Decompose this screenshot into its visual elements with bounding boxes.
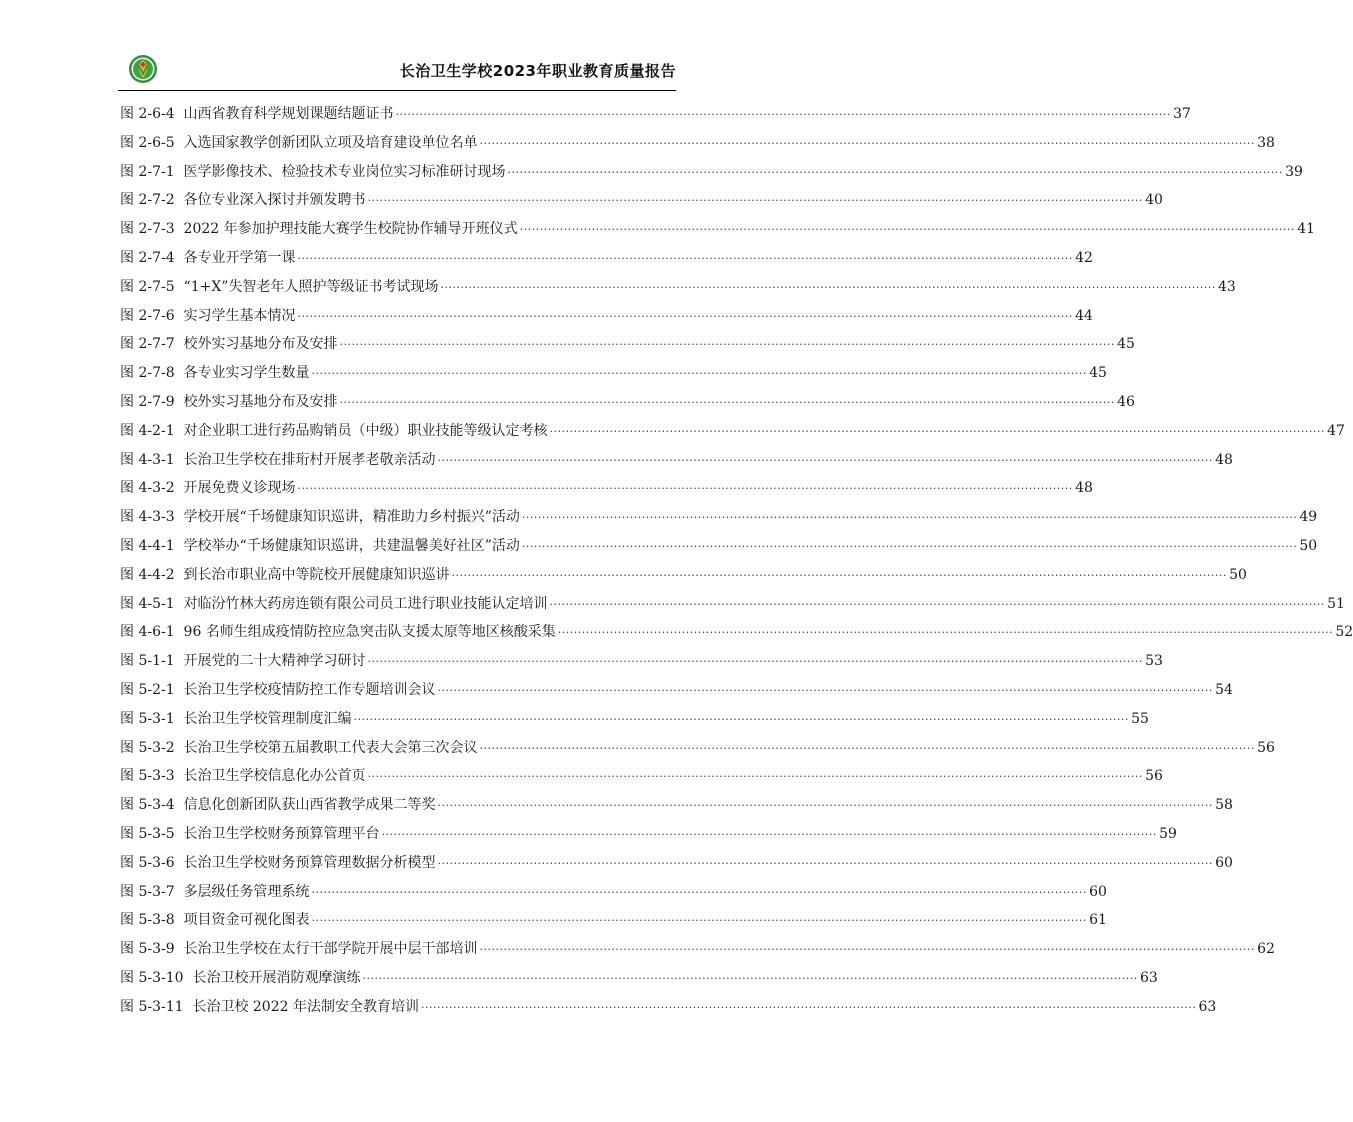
- figure-label: 图 2-7-1: [120, 163, 175, 180]
- label-spacer: [175, 417, 184, 446]
- figure-label: 图 4-5-1: [120, 595, 175, 612]
- page-header: [118, 52, 676, 92]
- dot-leader: [312, 879, 1087, 908]
- figure-label: 图 5-3-11: [120, 998, 184, 1015]
- figure-label: 图 5-3-4: [120, 797, 175, 814]
- figure-title: 学校开展“千场健康知识巡讲，精准助力乡村振兴”活动: [183, 509, 520, 526]
- page-number: 59: [1159, 825, 1177, 842]
- dot-leader: [298, 245, 1073, 274]
- label-spacer: [175, 906, 184, 935]
- label-spacer: [175, 273, 184, 302]
- page-number: 58: [1215, 797, 1233, 814]
- page-number: 63: [1198, 998, 1217, 1015]
- toc-entry[interactable]: [120, 446, 1233, 475]
- school-emblem-icon: [128, 54, 158, 84]
- figure-title: 长治卫生学校财务预算管理平台: [183, 825, 380, 842]
- label-spacer: [175, 503, 184, 532]
- label-spacer: [175, 734, 184, 763]
- toc-entry[interactable]: [120, 964, 1158, 993]
- page-number: 62: [1257, 941, 1275, 958]
- label-spacer: [175, 791, 184, 820]
- page-number: 56: [1257, 739, 1275, 756]
- dot-leader: [438, 850, 1213, 879]
- figure-title: 长治卫生学校在排珩村开展孝老敬亲活动: [183, 451, 436, 468]
- figure-label: 图 4-3-3: [120, 509, 175, 526]
- figure-title: 长治卫生学校管理制度汇编: [183, 710, 352, 727]
- page-number: 43: [1217, 278, 1236, 295]
- figure-title: 多层级任务管理系统: [183, 883, 310, 900]
- page-number: 49: [1299, 509, 1318, 526]
- dot-leader: [368, 763, 1143, 792]
- figure-title: 校外实习基地分布及安排: [183, 336, 338, 353]
- figure-label: 图 4-4-1: [120, 537, 175, 554]
- dot-leader: [298, 303, 1073, 332]
- dot-leader: [480, 130, 1255, 159]
- toc-entry[interactable]: [120, 820, 1177, 849]
- figure-list: [120, 100, 1353, 1022]
- page-number: 48: [1215, 451, 1233, 468]
- label-spacer: [175, 215, 184, 244]
- toc-entry[interactable]: [120, 215, 1315, 244]
- page-number: 61: [1089, 912, 1107, 929]
- dot-leader: [438, 447, 1213, 476]
- toc-entry[interactable]: [120, 359, 1107, 388]
- figure-label: 图 2-7-8: [120, 365, 175, 382]
- label-spacer: [175, 705, 184, 734]
- label-spacer: [175, 388, 184, 417]
- label-spacer: [175, 302, 184, 331]
- dot-leader: [382, 821, 1157, 850]
- page-number: 50: [1299, 537, 1318, 554]
- label-spacer: [175, 474, 184, 503]
- dot-leader: [522, 533, 1297, 562]
- page-number: 46: [1117, 393, 1135, 410]
- label-spacer: [175, 359, 184, 388]
- figure-label: 图 2-7-5: [120, 278, 175, 295]
- toc-entry[interactable]: [120, 647, 1163, 676]
- figure-label: 图 5-2-1: [120, 681, 175, 698]
- figure-title: 开展党的二十大精神学习研讨: [183, 653, 366, 670]
- figure-title: “1+X”失智老年人照护等级证书考试现场: [183, 278, 439, 295]
- figure-label: 图 5-3-1: [120, 710, 175, 727]
- figure-title: 医学影像技术、检验技术专业岗位实习标准研讨现场: [183, 163, 506, 180]
- label-spacer: [175, 878, 184, 907]
- page-number: 48: [1075, 480, 1093, 497]
- label-spacer: [184, 993, 193, 1022]
- label-spacer: [175, 618, 184, 647]
- toc-entry[interactable]: [120, 474, 1093, 503]
- figure-title: 长治卫校 2022 年法制安全教育培训: [192, 998, 419, 1015]
- figure-title: 各专业开学第一课: [183, 249, 296, 266]
- figure-title: 长治卫生学校信息化办公首页: [183, 768, 366, 785]
- page-number: 53: [1145, 653, 1163, 670]
- figure-label: 图 5-1-1: [120, 653, 175, 670]
- page-number: 40: [1145, 192, 1163, 209]
- page-number: 55: [1131, 710, 1149, 727]
- toc-entry[interactable]: [120, 676, 1233, 705]
- page-number: 51: [1327, 595, 1345, 612]
- dot-leader: [354, 706, 1129, 735]
- toc-entry[interactable]: [120, 186, 1163, 215]
- toc-entry[interactable]: [120, 878, 1107, 907]
- label-spacer: [175, 129, 184, 158]
- label-spacer: [175, 158, 184, 187]
- page-number: 39: [1285, 163, 1303, 180]
- toc-entry[interactable]: [120, 762, 1163, 791]
- dot-leader: [368, 648, 1143, 677]
- figure-title: 对企业职工进行药品购销员（中级）职业技能等级认定考核: [183, 422, 548, 439]
- dot-leader: [520, 216, 1295, 245]
- figure-title: 到长治市职业高中等院校开展健康知识巡讲: [183, 566, 450, 583]
- dot-leader: [452, 562, 1227, 591]
- figure-label: 图 5-3-5: [120, 825, 175, 842]
- figure-title: 长治卫生学校在太行干部学院开展中层干部培训: [183, 941, 478, 958]
- toc-entry[interactable]: [120, 734, 1275, 763]
- figure-title: 开展免费义诊现场: [183, 480, 296, 497]
- toc-entry[interactable]: [120, 791, 1233, 820]
- report-title: 长治卫生学校2023年职业教育质量报告: [399, 62, 676, 80]
- figure-title: 长治卫生学校疫情防控工作专题培训会议: [183, 681, 436, 698]
- page-number: 63: [1139, 969, 1158, 986]
- page-number: 38: [1257, 134, 1275, 151]
- label-spacer: [175, 849, 184, 878]
- page-number: 60: [1215, 854, 1233, 871]
- label-spacer: [175, 647, 184, 676]
- toc-entry[interactable]: [120, 129, 1275, 158]
- figure-title: 对临汾竹林大药房连锁有限公司员工进行职业技能认定培训: [183, 595, 548, 612]
- figure-label: 图 4-2-1: [120, 422, 175, 439]
- dot-leader: [438, 677, 1213, 706]
- dot-leader: [368, 187, 1143, 216]
- figure-label: 图 2-7-3: [120, 221, 175, 238]
- header-divider: [118, 90, 676, 91]
- dot-leader: [550, 591, 1325, 620]
- dot-leader: [298, 475, 1073, 504]
- dot-leader: [480, 735, 1255, 764]
- toc-entry[interactable]: [120, 935, 1275, 964]
- toc-entry[interactable]: [120, 417, 1345, 446]
- page-number: 50: [1229, 566, 1247, 583]
- page-number: 37: [1173, 106, 1191, 122]
- label-spacer: [175, 935, 184, 964]
- figure-label: 图 2-7-6: [120, 307, 175, 324]
- figure-label: 图 5-3-3: [120, 768, 175, 785]
- toc-entry[interactable]: [120, 532, 1318, 561]
- figure-title: 学校举办“千场健康知识巡讲，共建温馨美好社区”活动: [183, 537, 520, 554]
- dot-leader: [340, 389, 1115, 418]
- dot-leader: [480, 936, 1255, 965]
- figure-label: 图 2-6-4: [120, 106, 175, 122]
- figure-title: 山西省教育科学规划课题结题证书: [183, 106, 394, 122]
- dot-leader: [340, 331, 1115, 360]
- figure-label: 图 4-6-1: [120, 624, 175, 641]
- dot-leader: [396, 101, 1171, 130]
- figure-label: 图 2-7-9: [120, 393, 175, 410]
- label-spacer: [175, 330, 184, 359]
- dot-leader: [558, 619, 1333, 648]
- page-number: 54: [1215, 681, 1233, 698]
- figure-title: 信息化创新团队获山西省教学成果二等奖: [183, 797, 436, 814]
- figure-title: 项目资金可视化图表: [183, 912, 310, 929]
- label-spacer: [175, 762, 184, 791]
- toc-entry[interactable]: [120, 590, 1345, 619]
- dot-leader: [438, 792, 1213, 821]
- page-number: 60: [1089, 883, 1107, 900]
- figure-title: 入选国家教学创新团队立项及培育建设单位名单: [183, 134, 478, 151]
- label-spacer: [175, 100, 184, 129]
- label-spacer: [175, 532, 184, 561]
- toc-entry[interactable]: [120, 993, 1217, 1022]
- toc-entry[interactable]: [120, 302, 1093, 331]
- dot-leader: [508, 159, 1283, 188]
- figure-title: 校外实习基地分布及安排: [183, 393, 338, 410]
- page-number: 56: [1145, 768, 1163, 785]
- figure-label: 图 2-7-4: [120, 249, 175, 266]
- toc-entry[interactable]: [120, 100, 1191, 129]
- figure-label: 图 2-7-7: [120, 336, 175, 353]
- figure-label: 图 5-3-2: [120, 739, 175, 756]
- page-number: 44: [1075, 307, 1093, 324]
- label-spacer: [175, 590, 184, 619]
- dot-leader: [550, 418, 1325, 447]
- label-spacer: [175, 186, 184, 215]
- toc-entry[interactable]: [120, 503, 1318, 532]
- toc-entry[interactable]: [120, 906, 1107, 935]
- figure-label: 图 5-3-6: [120, 854, 175, 871]
- toc-entry[interactable]: [120, 330, 1135, 359]
- figure-title: 实习学生基本情况: [183, 307, 296, 324]
- toc-entry[interactable]: [120, 849, 1233, 878]
- toc-entry[interactable]: [120, 618, 1353, 647]
- toc-entry[interactable]: [120, 705, 1149, 734]
- figure-title: 长治卫生学校财务预算管理数据分析模型: [183, 854, 436, 871]
- figure-label: 图 5-3-7: [120, 883, 175, 900]
- dot-leader: [362, 965, 1137, 994]
- figure-title: 长治卫校开展消防观摩演练: [192, 969, 361, 986]
- page-number: 41: [1297, 221, 1315, 238]
- page-number: 42: [1075, 249, 1093, 266]
- label-spacer: [184, 964, 193, 993]
- label-spacer: [175, 244, 184, 273]
- toc-entry[interactable]: [120, 273, 1236, 302]
- figure-label: 图 4-3-2: [120, 480, 175, 497]
- page-number: 45: [1089, 365, 1107, 382]
- figure-label: 图 4-3-1: [120, 451, 175, 468]
- figure-label: 图 4-4-2: [120, 566, 175, 583]
- figure-title: 长治卫生学校第五届教职工代表大会第三次会议: [183, 739, 478, 756]
- page-number: 47: [1327, 422, 1345, 439]
- figure-label: 图 5-3-10: [120, 969, 184, 986]
- toc-entry[interactable]: [120, 158, 1303, 187]
- toc-entry[interactable]: [120, 561, 1247, 590]
- label-spacer: [175, 676, 184, 705]
- dot-leader: [522, 504, 1297, 533]
- toc-entry[interactable]: [120, 244, 1093, 273]
- label-spacer: [175, 561, 184, 590]
- figure-title: 各专业实习学生数量: [183, 365, 310, 382]
- dot-leader: [421, 994, 1196, 1023]
- figure-label: 图 5-3-9: [120, 941, 175, 958]
- figure-title: 2022 年参加护理技能大赛学生校院协作辅导开班仪式: [183, 221, 518, 238]
- figure-label: 图 2-6-5: [120, 134, 175, 151]
- figure-label: 图 5-3-8: [120, 912, 175, 929]
- figure-title: 各位专业深入探讨并颁发聘书: [183, 192, 366, 209]
- figure-title: 96 名师生组成疫情防控应急突击队支援太原等地区核酸采集: [183, 624, 556, 641]
- page-number: 45: [1117, 336, 1135, 353]
- label-spacer: [175, 820, 184, 849]
- figure-label: 图 2-7-2: [120, 192, 175, 209]
- label-spacer: [175, 446, 184, 475]
- dot-leader: [312, 360, 1087, 389]
- toc-entry[interactable]: [120, 388, 1135, 417]
- dot-leader: [440, 274, 1215, 303]
- page-number: 52: [1335, 624, 1353, 641]
- dot-leader: [312, 907, 1087, 936]
